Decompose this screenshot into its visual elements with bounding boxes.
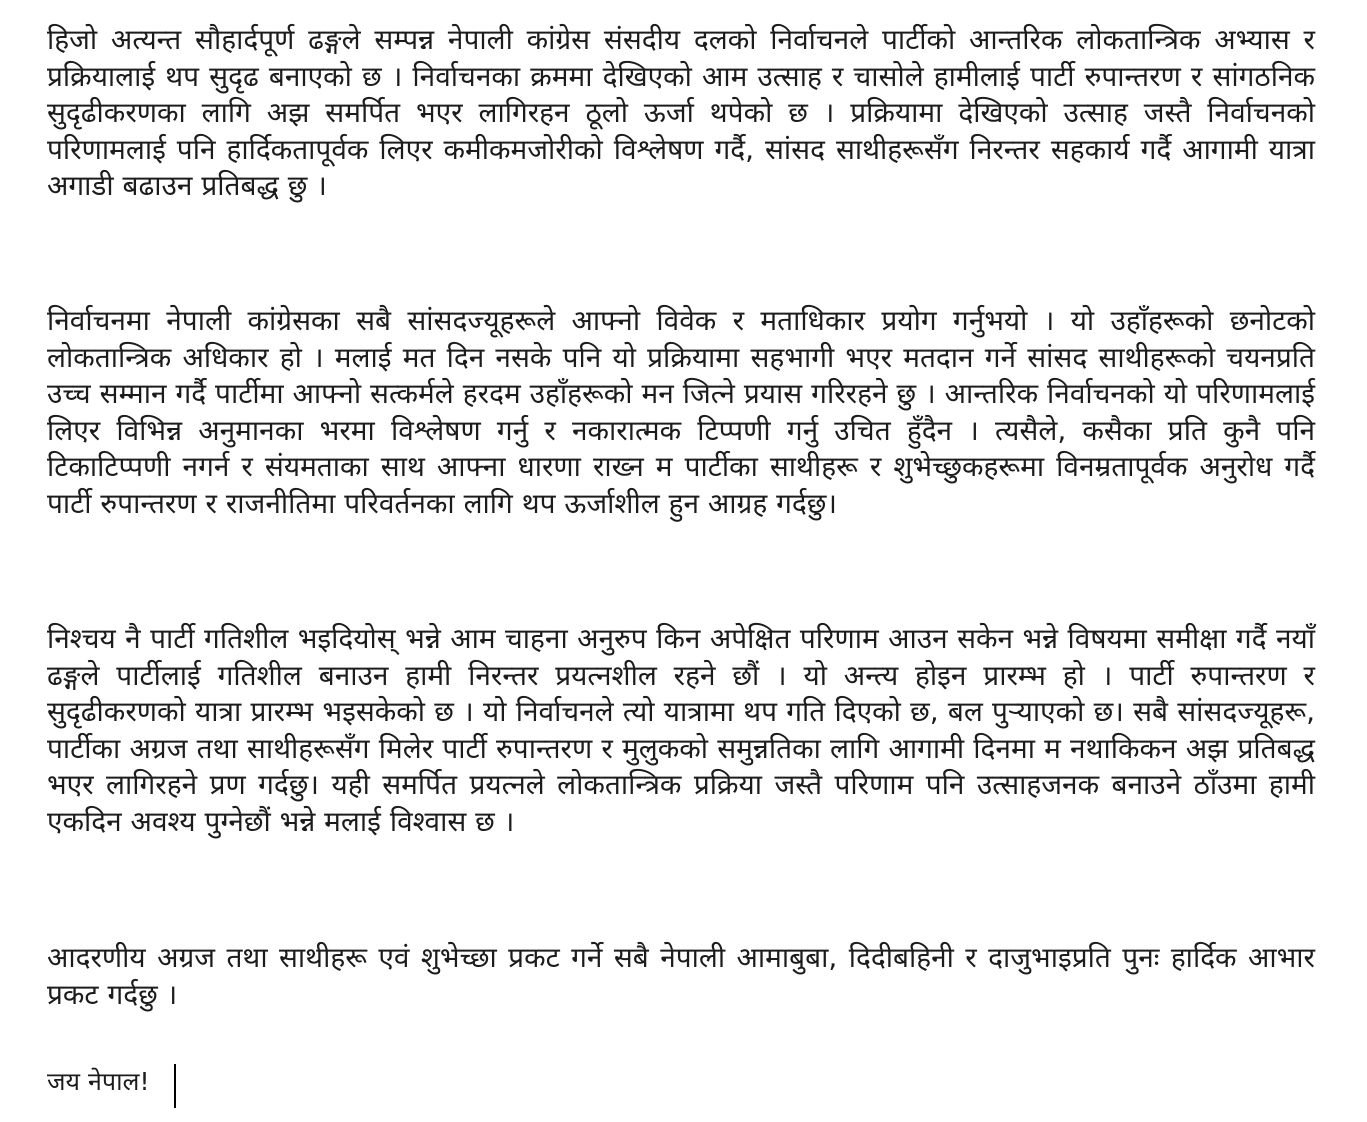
text-cursor[interactable]	[174, 1064, 176, 1108]
paragraph-2: निर्वाचनमा नेपाली कांग्रेसका सबै सांसदज्यूहरूले आफ्नो विवेक र मताधिकार प्रयोग गर्नुभयो । यो उहाँहरूको छनोटको लोकतान्त्रिक अधिकार हो । मलाई मत दिन नसके पनि यो प्रक्रियामा सहभागी भएर मतदान गर्ने सांसद साथीहरूको चयनप्रति उच्च सम्मान गर्दै पार्टीमा आफ्नो सत्कर्मले हरदम उहाँहरूको मन जित्ने प्रयास गरिरहने छु । आन्तरिक निर्वाचनको यो परिणामलाई लिएर विभिन्न अनुमानका भरमा विश्लेषण गर्नु र नकारात्मक टिप्पणी गर्नु उचित हुँदैन । त्यसैले, कसैका प्रति कुनै पनि टिकाटिप्पणी नगर्न र संयमताका साथ आफ्ना धारणा राख्न म पार्टीका साथीहरू र शुभेच्छुकहरूमा विनम्रतापूर्वक अनुरोध गर्दै पार्टी रुपान्तरण र राजनीतिमा परिवर्तनका लागि थप ऊर्जाशील हुन आग्रह गर्दछु।	[47, 304, 1315, 520]
paragraph-1: हिजो अत्यन्त सौहार्दपूर्ण ढङ्गले सम्पन्न नेपाली कांग्रेस संसदीय दलको निर्वाचनले पार्टीको आन्तरिक लोकतान्त्रिक अभ्यास र प्रक्रियालाई थप सुदृढ बनाएको छ । निर्वाचनका क्रममा देखिएको आम उत्साह र चासोले हामीलाई पार्टी रुपान्तरण र सांगठनिक सुदृढीकरणका लागि अझ समर्पित भएर लागिरहन ठूलो ऊर्जा थपेको छ । प्रक्रियामा देखिएको उत्साह जस्तै निर्वाचनको परिणामलाई पनि हार्दिकतापूर्वक लिएर कमीकमजोरीको विश्लेषण गर्दै, सांसद साथीहरूसँग निरन्तर सहकार्य गर्दै आगामी यात्रा अगाडी बढाउन प्रतिबद्ध छु ।	[47, 23, 1315, 202]
closing-line: जय नेपाल!	[47, 1067, 150, 1096]
paragraph-4: आदरणीय अग्रज तथा साथीहरू एवं शुभेच्छा प्रकट गर्ने सबै नेपाली आमाबुबा, दिदीबहिनी र दाजुभाइप्रति पुनः हार्दिक आभार प्रकट गर्दछु ।	[47, 941, 1315, 1011]
paragraph-3: निश्चय नै पार्टी गतिशील भइदियोस् भन्ने आम चाहना अनुरुप किन अपेक्षित परिणाम आउन सकेन भन्ने विषयमा समीक्षा गर्दै नयाँ ढङ्गले पार्टीलाई गतिशील बनाउन हामी निरन्तर प्रयत्नशील रहने छौं । यो अन्त्य होइन प्रारम्भ हो । पार्टी रुपान्तरण र सुदृढीकरणको यात्रा प्रारम्भ भइसकेको छ । यो निर्वाचनले त्यो यात्रामा थप गति दिएको छ, बल पुऱ्याएको छ। सबै सांसदज्यूहरू, पार्टीका अग्रज तथा साथीहरूसँग मिलेर पार्टी रुपान्तरण र मुलुकको समुन्नतिका लागि आगामी दिनमा म नथाकिकन अझ प्रतिबद्ध भएर लागिरहने प्रण गर्दछु। यही समर्पित प्रयत्नले लोकतान्त्रिक प्रक्रिया जस्तै परिणाम पनि उत्साहजनक बनाउने ठाँउमा हामी एकदिन अवश्य पुग्नेछौं भन्ने मलाई विश्वास छ ।	[47, 622, 1315, 838]
